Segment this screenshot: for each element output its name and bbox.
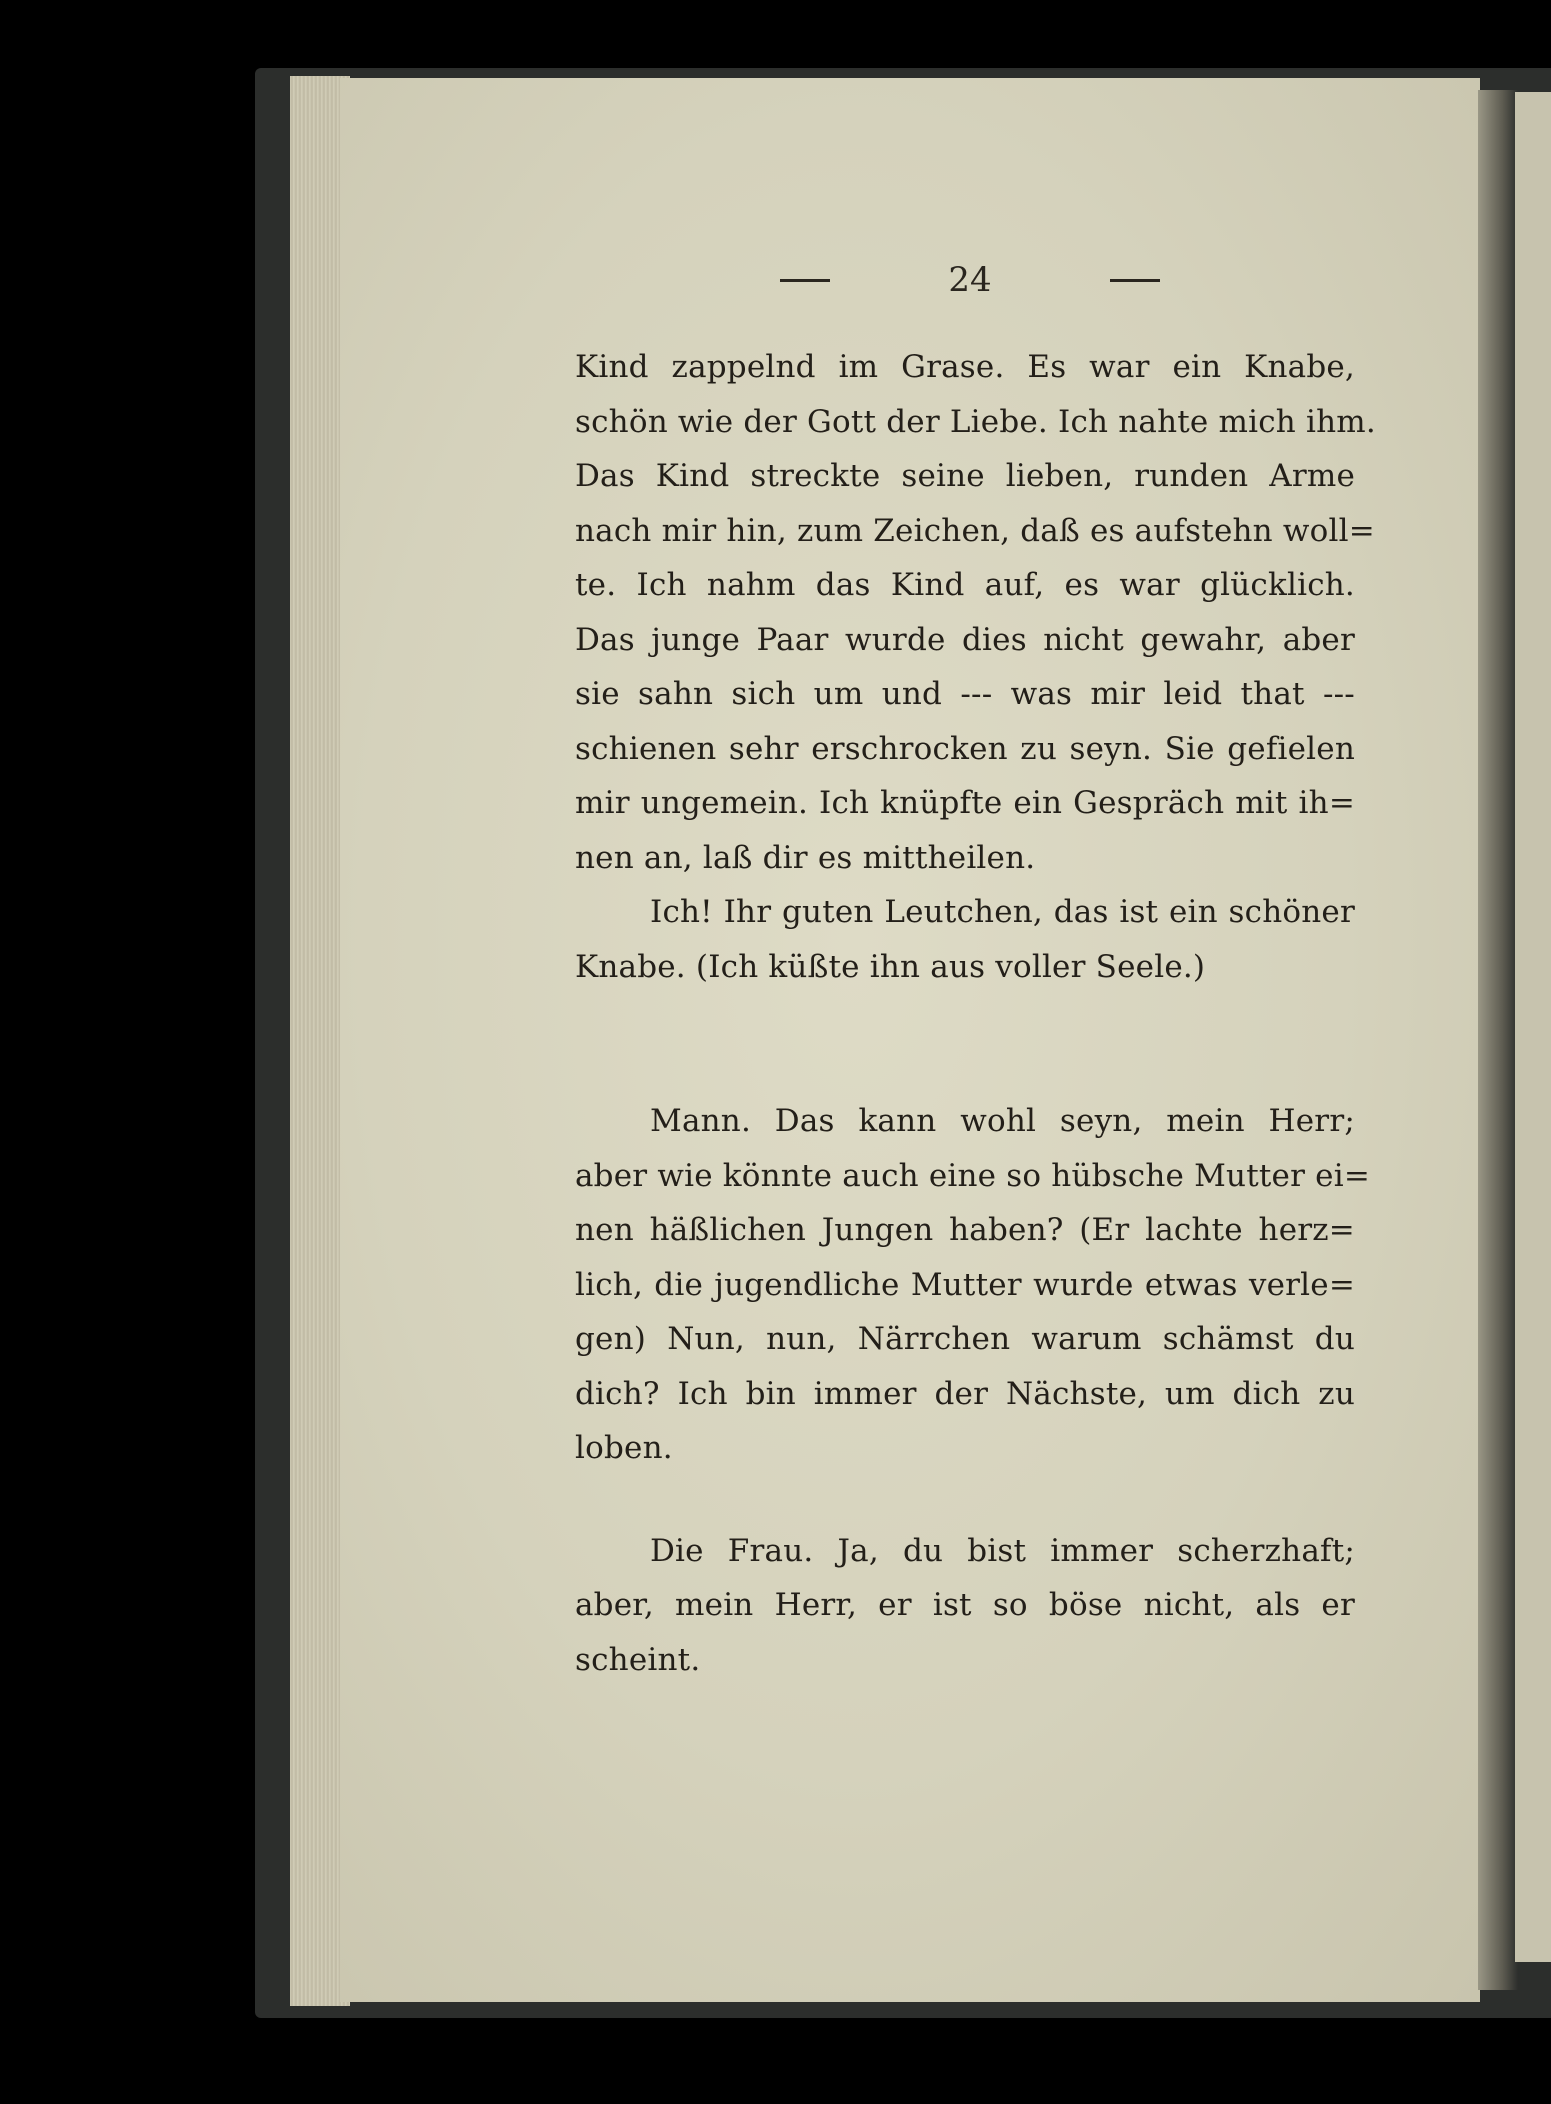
facing-page-edge	[1515, 92, 1551, 1962]
text-line: aber, mein Herr, er ist so böse nicht, als er	[575, 1587, 1355, 1623]
text-line: Ich! Ihr guten Leutchen, das ist ein schöner	[650, 894, 1355, 930]
header-dash-left	[780, 279, 830, 282]
page-header	[780, 260, 1160, 300]
text-line: aber wie könnte auch eine so hübsche Mutter ei=	[575, 1157, 1370, 1194]
paragraph-spacer	[575, 1476, 1355, 1524]
text-line: schön wie der Gott der Liebe. Ich nahte mich ihm.	[575, 403, 1376, 440]
text-line: lich, die jugendliche Mutter wurde etwas verle=	[575, 1266, 1355, 1303]
text-line: Kind zappelnd im Grase. Es war ein Knabe,	[575, 349, 1355, 385]
text-line: Die Frau. Ja, du bist immer scherzhaft;	[650, 1532, 1355, 1569]
text-line: scheint.	[575, 1641, 701, 1678]
text-line: Knabe. (Ich küßte ihn aus voller Seele.)	[575, 948, 1206, 985]
text-line: dich? Ich bin immer der Nächste, um dich zu	[575, 1375, 1355, 1412]
text-line: mir ungemein. Ich knüpfte ein Gespräch mit ih=	[575, 785, 1355, 821]
text-line: Das junge Paar wurde dies nicht gewahr, aber	[575, 621, 1355, 658]
paragraph-3	[575, 1094, 1370, 1476]
text-line: nach mir hin, zum Zeichen, daß es aufstehn woll=	[575, 512, 1375, 549]
paragraph-2	[575, 885, 1355, 994]
text-line: nen an, laß dir es mittheilen.	[575, 839, 1036, 876]
text-line: Mann. Das kann wohl seyn, mein Herr;	[650, 1103, 1355, 1139]
header-dash-right	[1110, 279, 1160, 282]
paragraph-1	[575, 340, 1376, 885]
text-line: Das Kind streckte seine lieben, runden Arme	[575, 458, 1355, 494]
text-line: nen häßlichen Jungen haben? (Er lachte herz=	[575, 1212, 1355, 1248]
paragraph-spacer	[575, 994, 1355, 1094]
text-line: gen) Nun, nun, Närrchen warum schämst du	[575, 1321, 1355, 1357]
book-gutter	[1478, 90, 1518, 1990]
page-text	[575, 340, 1376, 1687]
text-line: loben.	[575, 1430, 673, 1466]
page-number: 24	[948, 260, 992, 300]
paragraph-4	[575, 1524, 1355, 1688]
text-line: schienen sehr erschrocken zu seyn. Sie gefielen	[575, 730, 1355, 767]
text-line: te. Ich nahm das Kind auf, es war glücklich.	[575, 567, 1355, 603]
text-line: sie sahn sich um und --- was mir leid that ---	[575, 676, 1355, 712]
